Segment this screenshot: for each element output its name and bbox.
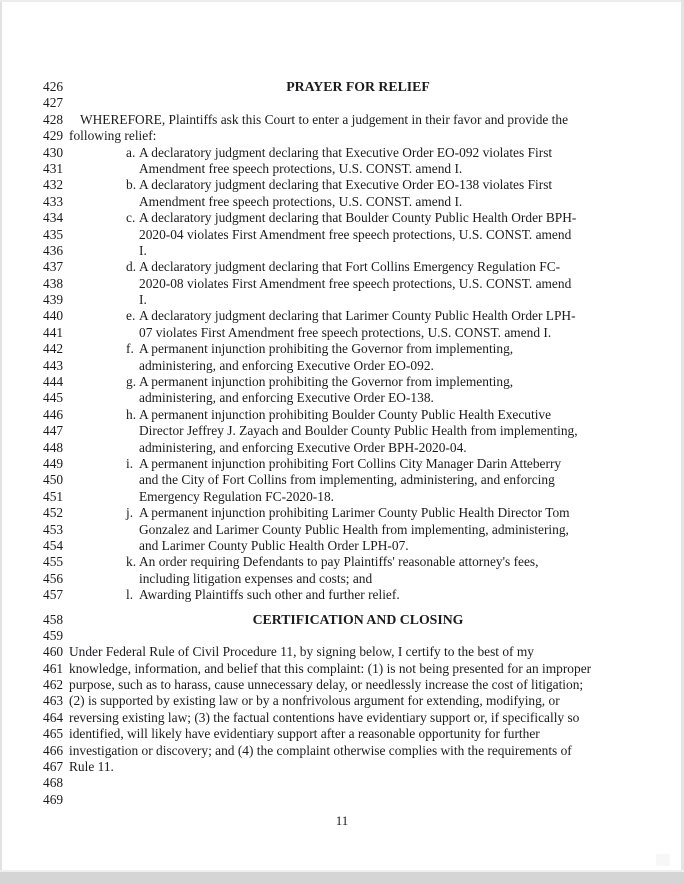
line-number: 452 [43, 505, 64, 521]
document-line [0, 79, 684, 95]
document-line [0, 456, 684, 472]
line-number: 462 [43, 677, 64, 693]
text-line: An order requiring Defendants to pay Plaintiffs' reasonable attorney's fees, [139, 554, 539, 570]
line-number: 446 [43, 406, 64, 422]
document-line [0, 161, 684, 177]
text-line: administering, and enforcing Executive Order EO-092. [139, 357, 434, 373]
text-line: Under Federal Rule of Civil Procedure 11, by signing below, I certify to the best of my [69, 644, 534, 660]
document-line [0, 325, 684, 341]
document-line [0, 358, 684, 374]
text-line: A declaratory judgment declaring that Executive Order EO-092 violates First [139, 144, 553, 160]
line-number: 432 [43, 177, 64, 193]
document-line [0, 522, 684, 538]
line-number: 439 [43, 292, 64, 308]
list-letter: k. [126, 554, 137, 570]
list-letter: c. [126, 210, 136, 226]
line-number: 435 [43, 226, 64, 242]
line-number: 442 [43, 341, 64, 357]
document-line [0, 538, 684, 554]
text-line: WHEREFORE, Plaintiffs ask this Court to enter a judgement in their favor and provide the [80, 111, 569, 127]
list-letter: g. [126, 374, 137, 390]
text-line: investigation or discovery; and (4) the complaint otherwise complies with the requirements of [69, 742, 572, 758]
document-line [0, 112, 684, 128]
document-line [0, 177, 684, 193]
list-letter: j. [126, 505, 134, 521]
line-number: 431 [43, 160, 64, 176]
document-line [0, 644, 684, 660]
line-number: 460 [43, 644, 64, 660]
line-number: 437 [43, 259, 64, 275]
list-letter: d. [126, 259, 137, 275]
line-number: 428 [43, 111, 64, 127]
line-number: 464 [43, 709, 64, 725]
line-number: 434 [43, 210, 64, 226]
document-line [0, 661, 684, 677]
document-line [0, 194, 684, 210]
text-line: Awarding Plaintiffs such other and further relief. [139, 587, 400, 603]
text-line: (2) is supported by existing law or by a nonfrivolous argument for extending, modifying, or [69, 693, 560, 709]
document-line [0, 243, 684, 259]
line-number: 448 [43, 439, 64, 455]
line-number: 451 [43, 488, 64, 504]
document-line [0, 726, 684, 742]
viewer-bottom-band [0, 870, 684, 884]
document-line [0, 628, 684, 644]
line-number: 436 [43, 242, 64, 258]
text-line: following relief: [69, 128, 157, 144]
document-line [0, 440, 684, 456]
line-number: 461 [43, 660, 64, 676]
line-number: 450 [43, 472, 64, 488]
document-line [0, 423, 684, 439]
document-line [0, 759, 684, 775]
document-line [0, 489, 684, 505]
text-line: Director Jeffrey J. Zayach and Boulder County Public Health from implementing, [139, 423, 578, 439]
line-number: 469 [43, 791, 64, 807]
document-line [0, 792, 684, 808]
text-line: Gonzalez and Larimer County Public Health from implementing, administering, [139, 521, 569, 537]
text-line: purpose, such as to harass, cause unnecessary delay, or needlessly increase the cost of litigation; [69, 677, 584, 693]
text-line: Amendment free speech protections, U.S. CONST. amend I. [139, 160, 463, 176]
document-line [0, 710, 684, 726]
list-letter: i. [126, 455, 134, 471]
line-number: 459 [43, 627, 64, 643]
document-line [0, 259, 684, 275]
list-letter: e. [126, 308, 136, 324]
line-number: 444 [43, 374, 64, 390]
document-line [0, 587, 684, 603]
document-line [0, 292, 684, 308]
text-line: A permanent injunction prohibiting Larimer County Public Health Director Tom [139, 505, 570, 521]
text-line: Rule 11. [69, 759, 114, 775]
line-number: 449 [43, 455, 64, 471]
line-number: 454 [43, 537, 64, 553]
text-line: administering, and enforcing Executive Order BPH-2020-04. [139, 439, 467, 455]
line-number: 441 [43, 324, 64, 340]
line-number: 447 [43, 423, 64, 439]
line-number: 468 [43, 775, 64, 791]
document-line [0, 210, 684, 226]
text-line: and the City of Fort Collins from implementing, administering, and enforcing [139, 472, 555, 488]
line-number: 430 [43, 144, 64, 160]
document-line [0, 308, 684, 324]
document-line [0, 472, 684, 488]
page-edge-left [0, 0, 2, 884]
text-line: A permanent injunction prohibiting Fort Collins City Manager Darin Atteberry [139, 455, 562, 471]
section-heading: PRAYER FOR RELIEF [286, 79, 430, 94]
text-line: identified, will likely have evidentiary support after a reasonable opportunity for further [69, 726, 540, 742]
line-number: 427 [43, 95, 64, 111]
document-line [0, 374, 684, 390]
line-number: 438 [43, 275, 64, 291]
document-line [0, 677, 684, 693]
line-number: 443 [43, 357, 64, 373]
text-line: Amendment free speech protections, U.S. CONST. amend I. [139, 193, 463, 209]
text-line: administering, and enforcing Executive Order EO-138. [139, 390, 434, 406]
document-line [0, 145, 684, 161]
document-line [0, 554, 684, 570]
document-line [0, 390, 684, 406]
line-number: 426 [43, 79, 64, 94]
text-line: and Larimer County Public Health Order LPH-07. [139, 537, 409, 553]
text-line: 2020-08 violates First Amendment free speech protections, U.S. CONST. amend [139, 275, 572, 291]
document-line [0, 276, 684, 292]
line-number: 465 [43, 726, 64, 742]
line-number: 455 [43, 554, 64, 570]
line-number: 457 [43, 587, 64, 603]
line-number: 429 [43, 128, 64, 144]
list-letter: a. [126, 144, 136, 160]
document-line [0, 227, 684, 243]
line-number: 458 [43, 611, 64, 627]
text-line: I. [139, 242, 147, 258]
document-line [0, 128, 684, 144]
text-line: A permanent injunction prohibiting the Governor from implementing, [139, 341, 514, 357]
line-number: 463 [43, 693, 64, 709]
text-line: A declaratory judgment declaring that Larimer County Public Health Order LPH- [139, 308, 576, 324]
document-line [0, 693, 684, 709]
document-line [0, 505, 684, 521]
text-line: A declaratory judgment declaring that Executive Order EO-138 violates First [139, 177, 553, 193]
footer-page-number: 11 [335, 813, 349, 828]
document-line [0, 571, 684, 587]
list-letter: f. [126, 341, 134, 357]
page-edge-top [0, 0, 684, 2]
list-letter: b. [126, 177, 137, 193]
document-line [0, 341, 684, 357]
text-line: A permanent injunction prohibiting Boulder County Public Health Executive [139, 406, 552, 422]
line-number: 440 [43, 308, 64, 324]
corner-artifact [656, 854, 670, 866]
text-line: I. [139, 292, 147, 308]
line-number: 445 [43, 390, 64, 406]
section-heading: CERTIFICATION AND CLOSING [252, 611, 464, 627]
line-number: 433 [43, 193, 64, 209]
text-line: Emergency Regulation FC-2020-18. [139, 488, 335, 504]
text-line: A permanent injunction prohibiting the Governor from implementing, [139, 374, 514, 390]
document-line [0, 612, 684, 628]
document-line [0, 743, 684, 759]
line-number: 453 [43, 521, 64, 537]
document-line [0, 775, 684, 791]
text-line: 07 violates First Amendment free speech protections, U.S. CONST. amend I. [139, 324, 552, 340]
list-letter: l. [126, 587, 134, 603]
text-line: A declaratory judgment declaring that Boulder County Public Health Order BPH- [139, 210, 577, 226]
line-number: 456 [43, 570, 64, 586]
document-line [0, 95, 684, 111]
text-line: including litigation expenses and costs; and [139, 570, 373, 586]
text-line: reversing existing law; (3) the factual contentions have evidentiary support or, if specifically so [69, 709, 580, 725]
text-line: 2020-04 violates First Amendment free speech protections, U.S. CONST. amend [139, 226, 572, 242]
text-line: A declaratory judgment declaring that Fort Collins Emergency Regulation FC- [139, 259, 561, 275]
line-number: 467 [43, 759, 64, 775]
line-number: 466 [43, 742, 64, 758]
text-line: knowledge, information, and belief that this complaint: (1) is not being presented for an improper [69, 660, 592, 676]
list-letter: h. [126, 406, 137, 422]
document-line [0, 407, 684, 423]
